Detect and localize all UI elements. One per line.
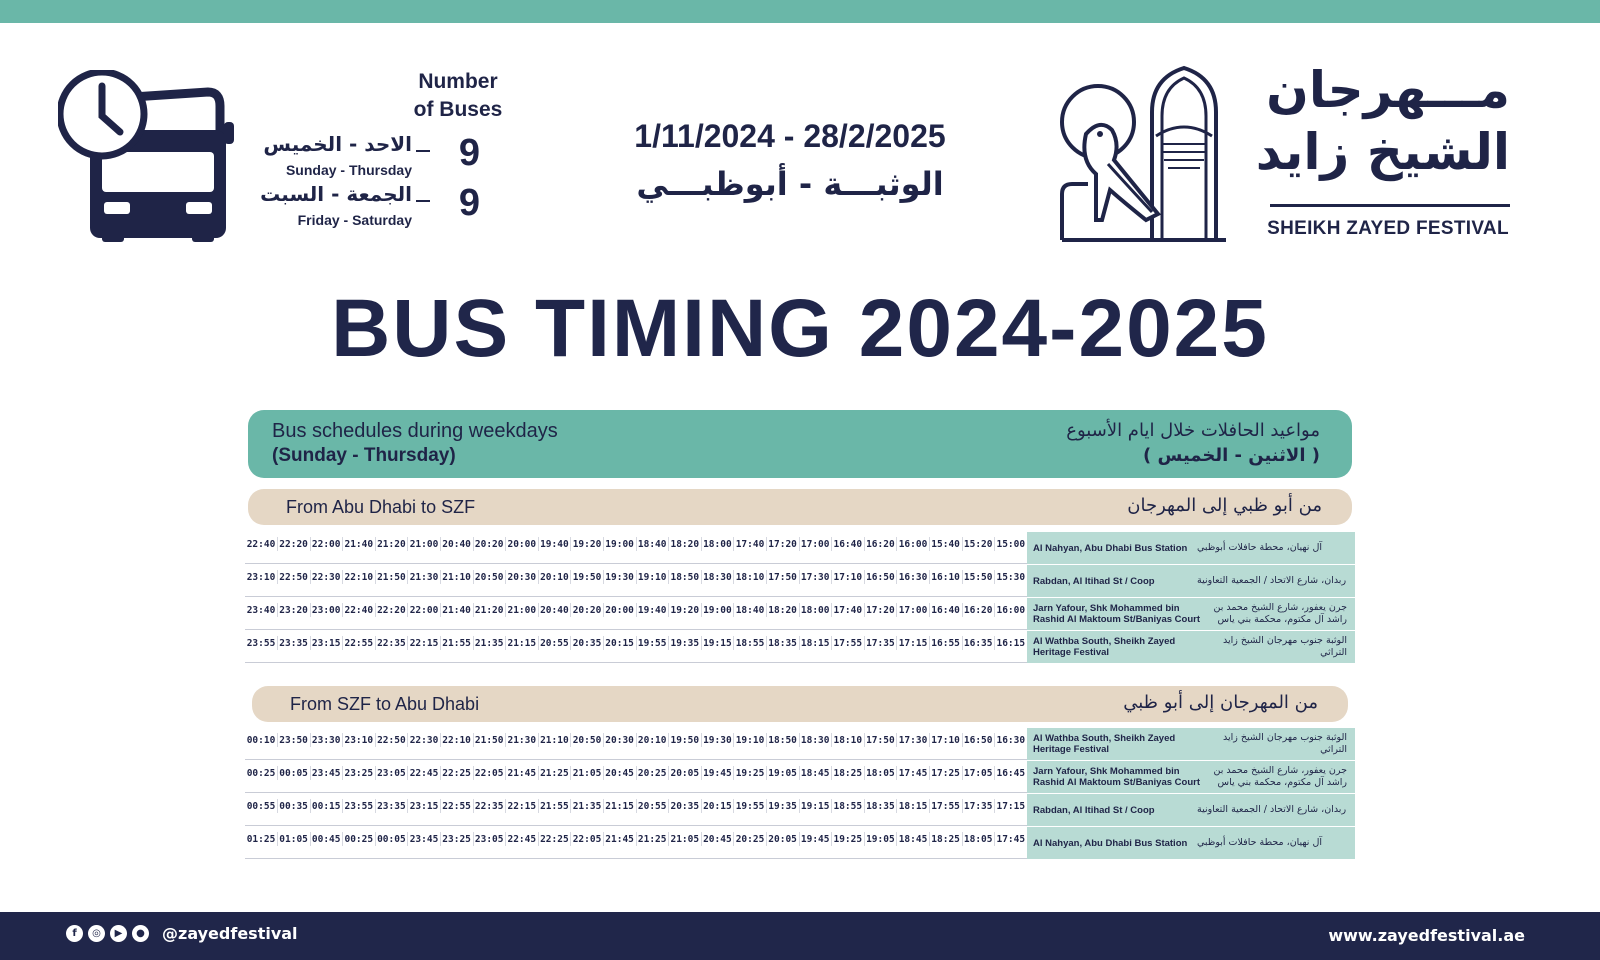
departure-time: 17:30 bbox=[800, 572, 830, 583]
departure-time: 16:40 bbox=[931, 605, 960, 616]
departure-time: 20:00 bbox=[605, 605, 634, 616]
departure-time: 21:20 bbox=[474, 605, 504, 616]
departure-time: 17:15 bbox=[996, 801, 1026, 812]
departure-time: 21:35 bbox=[474, 638, 504, 649]
departure-time: 20:20 bbox=[474, 539, 504, 550]
departure-time: 21:00 bbox=[409, 539, 439, 550]
departure-time: 23:30 bbox=[311, 735, 341, 746]
station-name-ar: الوثبة جنوب مهرجان الشيخ زايد التراثي bbox=[1222, 732, 1347, 755]
departure-time: 22:20 bbox=[279, 539, 308, 550]
departure-time: 23:35 bbox=[279, 638, 308, 649]
departure-time: 22:30 bbox=[409, 735, 439, 746]
departure-time: 00:25 bbox=[246, 768, 276, 779]
departure-time: 19:30 bbox=[703, 735, 732, 746]
social-handle[interactable]: @zayedfestival bbox=[162, 924, 298, 943]
departure-time: 19:45 bbox=[800, 834, 830, 845]
departure-time: 17:45 bbox=[996, 834, 1026, 845]
departure-time: 20:15 bbox=[605, 638, 634, 649]
departure-time: 22:45 bbox=[507, 834, 537, 845]
departure-time: 20:20 bbox=[572, 605, 602, 616]
departure-time: 23:55 bbox=[344, 801, 374, 812]
departure-time: 21:10 bbox=[442, 572, 471, 583]
departure-time: 18:35 bbox=[768, 638, 797, 649]
departure-time: 15:40 bbox=[931, 539, 960, 550]
departure-time: 23:10 bbox=[246, 572, 276, 583]
departure-time: 18:45 bbox=[898, 834, 928, 845]
festival-falcon-logo-icon bbox=[1060, 64, 1228, 244]
logo-text-en: SHEIKH ZAYED FESTIVAL bbox=[1267, 218, 1509, 239]
station-cell bbox=[1027, 827, 1355, 859]
banner-en-line2: (Sunday - Thursday) bbox=[272, 445, 456, 466]
inbound-label-ar: من المهرجان إلى أبو ظبي bbox=[1123, 692, 1318, 713]
departure-time: 01:25 bbox=[246, 834, 276, 845]
departure-time: 19:05 bbox=[768, 768, 797, 779]
logo-divider bbox=[1270, 204, 1510, 207]
departure-time: 19:10 bbox=[735, 735, 765, 746]
departure-times bbox=[245, 794, 1027, 826]
departure-time: 20:10 bbox=[637, 735, 667, 746]
departure-time: 22:35 bbox=[474, 801, 504, 812]
departure-times bbox=[245, 598, 1027, 630]
departure-time: 19:20 bbox=[572, 539, 602, 550]
weekday-schedule-banner bbox=[248, 410, 1352, 478]
departure-times bbox=[245, 532, 1027, 564]
station-cell bbox=[1027, 761, 1355, 793]
departure-time: 15:00 bbox=[996, 539, 1026, 550]
departure-time: 23:45 bbox=[311, 768, 341, 779]
departure-time: 20:40 bbox=[442, 539, 471, 550]
departure-time: 22:15 bbox=[507, 801, 537, 812]
departure-time: 19:35 bbox=[768, 801, 797, 812]
departure-time: 18:15 bbox=[800, 638, 830, 649]
departure-time: 21:45 bbox=[507, 768, 537, 779]
departure-time: 21:25 bbox=[637, 834, 667, 845]
departure-time: 20:30 bbox=[605, 735, 634, 746]
number-of-buses-heading: Number of Buses bbox=[413, 70, 503, 121]
weekend-bus-count bbox=[262, 182, 512, 234]
departure-time: 17:55 bbox=[833, 638, 863, 649]
departure-time: 00:10 bbox=[246, 735, 276, 746]
departure-time: 22:50 bbox=[279, 572, 308, 583]
station-name-en: Al Wathba South, Sheikh Zayed Heritage Festival bbox=[1033, 733, 1176, 755]
departure-time: 21:30 bbox=[409, 572, 439, 583]
departure-time: 17:10 bbox=[833, 572, 863, 583]
station-name-en: Al Wathba South, Sheikh Zayed Heritage Festival bbox=[1033, 636, 1176, 658]
departure-time: 20:50 bbox=[572, 735, 602, 746]
departure-time: 16:45 bbox=[996, 768, 1026, 779]
departure-time: 18:55 bbox=[833, 801, 863, 812]
departure-time: 22:55 bbox=[344, 638, 374, 649]
station-name-en: Rabdan, Al Itihad St / Coop bbox=[1033, 804, 1155, 816]
departure-time: 19:35 bbox=[670, 638, 700, 649]
departure-time: 18:25 bbox=[931, 834, 960, 845]
departure-time: 19:25 bbox=[735, 768, 765, 779]
weekend-label-ar: الجمعة - السبت bbox=[260, 182, 412, 206]
date-range: 1/11/2024 - 28/2/2025 bbox=[634, 118, 946, 154]
top-accent-bar bbox=[0, 0, 1600, 23]
banner-ar-line1: مواعيد الحافلات خلال ايام الأسبوع bbox=[1066, 420, 1320, 441]
departure-time: 17:55 bbox=[931, 801, 960, 812]
departure-times bbox=[245, 827, 1027, 859]
departure-times bbox=[245, 728, 1027, 760]
weekday-bus-number: 9 bbox=[458, 132, 480, 174]
departure-time: 22:00 bbox=[409, 605, 439, 616]
departure-time: 20:55 bbox=[540, 638, 569, 649]
social-links bbox=[66, 924, 298, 943]
departure-time: 16:15 bbox=[996, 638, 1026, 649]
departure-time: 00:05 bbox=[279, 768, 308, 779]
venue-arabic: الوثبـــة - أبوظبـــي bbox=[636, 165, 944, 203]
departure-time: 23:50 bbox=[279, 735, 308, 746]
departure-time: 21:40 bbox=[344, 539, 374, 550]
bus-clock-icon bbox=[58, 70, 240, 242]
departure-time: 16:20 bbox=[963, 605, 993, 616]
weekend-label-en: Friday - Saturday bbox=[297, 212, 412, 228]
station-name-ar: جرن يعفور، شارع الشيخ محمد بن راشد آل مكتوم، محكمة بني ياس bbox=[1213, 602, 1347, 625]
departure-time: 21:40 bbox=[442, 605, 471, 616]
departure-time: 20:25 bbox=[637, 768, 667, 779]
station-name-en: Al Nahyan, Abu Dhabi Bus Station bbox=[1033, 837, 1188, 849]
station-name-en: Al Nahyan, Abu Dhabi Bus Station bbox=[1033, 542, 1188, 554]
departure-time: 00:25 bbox=[344, 834, 374, 845]
departure-time: 17:00 bbox=[898, 605, 928, 616]
departure-time: 20:45 bbox=[703, 834, 732, 845]
departure-time: 00:55 bbox=[246, 801, 276, 812]
facebook-icon[interactable]: f bbox=[66, 925, 83, 942]
departure-time: 17:20 bbox=[768, 539, 797, 550]
departure-time: 18:30 bbox=[800, 735, 830, 746]
departure-time: 20:35 bbox=[572, 638, 602, 649]
departure-time: 23:05 bbox=[474, 834, 504, 845]
weekday-label-ar: الاحد - الخميس bbox=[263, 132, 412, 156]
departure-time: 16:55 bbox=[931, 638, 960, 649]
departure-time: 23:25 bbox=[344, 768, 374, 779]
departure-time: 22:30 bbox=[311, 572, 341, 583]
departure-time: 23:35 bbox=[377, 801, 406, 812]
departure-time: 20:15 bbox=[703, 801, 732, 812]
departure-time: 20:05 bbox=[670, 768, 700, 779]
departure-time: 00:15 bbox=[311, 801, 341, 812]
youtube-icon[interactable]: ▶ bbox=[110, 925, 127, 942]
departure-time: 22:15 bbox=[409, 638, 439, 649]
departure-time: 23:45 bbox=[409, 834, 439, 845]
departure-time: 18:40 bbox=[637, 539, 667, 550]
departure-time: 21:20 bbox=[377, 539, 406, 550]
departure-time: 18:40 bbox=[735, 605, 765, 616]
departure-time: 17:35 bbox=[963, 801, 993, 812]
outbound-direction-banner bbox=[248, 489, 1352, 525]
station-name-en: Jarn Yafour, Shk Mohammed bin Rashid Al Maktoum St/Baniyas Court bbox=[1033, 766, 1200, 788]
departure-time: 16:35 bbox=[963, 638, 993, 649]
departure-time: 19:50 bbox=[670, 735, 700, 746]
departure-time: 22:25 bbox=[442, 768, 471, 779]
departure-time: 19:55 bbox=[637, 638, 667, 649]
departure-time: 22:50 bbox=[377, 735, 406, 746]
station-name-en: Jarn Yafour, Shk Mohammed bin Rashid Al Maktoum St/Baniyas Court bbox=[1033, 603, 1200, 625]
departure-time: 19:50 bbox=[572, 572, 602, 583]
departure-time: 17:35 bbox=[866, 638, 895, 649]
departure-time: 16:00 bbox=[996, 605, 1026, 616]
departure-time: 22:05 bbox=[572, 834, 602, 845]
departure-time: 00:35 bbox=[279, 801, 308, 812]
departure-time: 18:50 bbox=[670, 572, 700, 583]
departure-time: 18:50 bbox=[768, 735, 797, 746]
departure-time: 19:40 bbox=[637, 605, 667, 616]
inbound-label-en: From SZF to Abu Dhabi bbox=[290, 694, 480, 714]
departure-time: 21:45 bbox=[605, 834, 634, 845]
departure-time: 20:00 bbox=[507, 539, 537, 550]
departure-time: 19:05 bbox=[866, 834, 895, 845]
departure-time: 22:25 bbox=[540, 834, 569, 845]
weekday-bus-count bbox=[262, 132, 512, 184]
departure-time: 00:45 bbox=[311, 834, 341, 845]
weekend-bus-number: 9 bbox=[458, 182, 480, 224]
station-cell bbox=[1027, 794, 1355, 826]
departure-time: 21:15 bbox=[507, 638, 537, 649]
station-name-ar: ربدان، شارع الاتحاد / الجمعية التعاونية bbox=[1197, 804, 1347, 815]
departure-time: 21:55 bbox=[442, 638, 471, 649]
departure-time: 19:55 bbox=[735, 801, 765, 812]
departure-time: 18:20 bbox=[670, 539, 700, 550]
departure-times bbox=[245, 761, 1027, 793]
footer bbox=[0, 912, 1600, 960]
outbound-label-en: From Abu Dhabi to SZF bbox=[286, 497, 476, 517]
departure-time: 17:40 bbox=[833, 605, 863, 616]
departure-time: 22:55 bbox=[442, 801, 471, 812]
departure-time: 18:10 bbox=[833, 735, 863, 746]
departure-time: 17:25 bbox=[931, 768, 960, 779]
departure-time: 21:25 bbox=[540, 768, 569, 779]
departure-time: 15:50 bbox=[963, 572, 993, 583]
departure-time: 16:40 bbox=[833, 539, 863, 550]
inbound-direction-banner bbox=[252, 686, 1348, 722]
departure-time: 23:05 bbox=[377, 768, 406, 779]
departure-time: 22:40 bbox=[344, 605, 374, 616]
departure-time: 18:00 bbox=[800, 605, 830, 616]
weekday-label-en: Sunday - Thursday bbox=[285, 162, 412, 178]
departure-time: 16:30 bbox=[996, 735, 1026, 746]
departure-time: 22:40 bbox=[246, 539, 276, 550]
departure-time: 16:20 bbox=[866, 539, 895, 550]
departure-times bbox=[245, 565, 1027, 597]
station-cell bbox=[1027, 565, 1355, 597]
departure-time: 16:30 bbox=[898, 572, 928, 583]
departure-time: 20:05 bbox=[768, 834, 797, 845]
departure-time: 21:30 bbox=[507, 735, 537, 746]
departure-time: 20:50 bbox=[474, 572, 504, 583]
departure-time: 21:05 bbox=[670, 834, 700, 845]
page-title: BUS TIMING 2024-2025 bbox=[331, 283, 1269, 374]
departure-time: 20:40 bbox=[540, 605, 569, 616]
departure-time: 19:45 bbox=[703, 768, 732, 779]
departure-time: 20:45 bbox=[605, 768, 634, 779]
departure-time: 19:15 bbox=[800, 801, 830, 812]
departure-time: 21:35 bbox=[572, 801, 602, 812]
departure-time: 16:10 bbox=[931, 572, 960, 583]
dash-divider bbox=[416, 200, 430, 202]
departure-time: 17:15 bbox=[898, 638, 928, 649]
departure-time: 17:45 bbox=[898, 768, 928, 779]
departure-time: 20:30 bbox=[507, 572, 537, 583]
departure-time: 18:25 bbox=[833, 768, 863, 779]
departure-time: 18:35 bbox=[866, 801, 895, 812]
banner-ar-line2: ( الاثنين - الخميس ) bbox=[1143, 445, 1320, 466]
departure-time: 15:30 bbox=[996, 572, 1026, 583]
departure-time: 18:30 bbox=[703, 572, 732, 583]
departure-time: 15:20 bbox=[963, 539, 993, 550]
departure-time: 23:10 bbox=[344, 735, 374, 746]
departure-time: 21:00 bbox=[507, 605, 537, 616]
departure-time: 17:40 bbox=[735, 539, 765, 550]
departure-time: 21:50 bbox=[377, 572, 406, 583]
departure-time: 22:20 bbox=[377, 605, 406, 616]
departure-time: 23:00 bbox=[311, 605, 341, 616]
departure-time: 19:00 bbox=[605, 539, 634, 550]
table-row bbox=[245, 761, 1355, 793]
departure-time: 20:10 bbox=[540, 572, 569, 583]
table-row bbox=[245, 532, 1355, 564]
departure-time: 21:15 bbox=[605, 801, 634, 812]
departure-time: 18:20 bbox=[768, 605, 797, 616]
departure-time: 22:10 bbox=[442, 735, 471, 746]
station-name-ar: آل نهيان، محطة حافلات أبوظبي bbox=[1197, 542, 1323, 553]
departure-time: 18:55 bbox=[735, 638, 765, 649]
station-cell bbox=[1027, 598, 1355, 630]
departure-time: 19:15 bbox=[703, 638, 732, 649]
departure-time: 22:00 bbox=[311, 539, 341, 550]
table-row bbox=[245, 794, 1355, 826]
departure-time: 18:05 bbox=[963, 834, 993, 845]
dash-divider bbox=[416, 150, 430, 152]
departure-time: 16:50 bbox=[963, 735, 993, 746]
departure-time: 23:55 bbox=[246, 638, 276, 649]
departure-time: 17:00 bbox=[800, 539, 830, 550]
departure-time: 18:45 bbox=[800, 768, 830, 779]
departure-time: 23:40 bbox=[246, 605, 276, 616]
station-name-ar: جرن يعفور، شارع الشيخ محمد بن راشد آل مكتوم، محكمة بني ياس bbox=[1213, 765, 1347, 788]
instagram-icon[interactable]: ◎ bbox=[88, 925, 105, 942]
station-cell bbox=[1027, 728, 1355, 760]
station-name-ar: الوثبة جنوب مهرجان الشيخ زايد التراثي bbox=[1222, 635, 1347, 658]
departure-time: 17:30 bbox=[898, 735, 928, 746]
departure-time: 20:35 bbox=[670, 801, 700, 812]
station-name-ar: ربدان، شارع الاتحاد / الجمعية التعاونية bbox=[1197, 575, 1347, 586]
departure-time: 21:50 bbox=[474, 735, 504, 746]
station-cell bbox=[1027, 631, 1355, 663]
departure-times bbox=[245, 631, 1027, 663]
departure-time: 18:00 bbox=[703, 539, 732, 550]
departure-time: 22:10 bbox=[344, 572, 374, 583]
departure-time: 23:25 bbox=[442, 834, 471, 845]
departure-time: 17:50 bbox=[866, 735, 895, 746]
logo-text-ar-line2: الشيخ زايد bbox=[1255, 123, 1510, 181]
departure-time: 17:05 bbox=[963, 768, 993, 779]
departure-time: 23:15 bbox=[409, 801, 439, 812]
logo-text-ar-line1: مـــهرجان bbox=[1266, 61, 1510, 119]
departure-time: 01:05 bbox=[279, 834, 308, 845]
website-link[interactable]: www.zayedfestival.ae bbox=[1328, 926, 1525, 945]
departure-time: 22:35 bbox=[377, 638, 406, 649]
departure-time: 19:30 bbox=[605, 572, 634, 583]
departure-time: 16:50 bbox=[866, 572, 895, 583]
departure-time: 17:20 bbox=[866, 605, 895, 616]
departure-time: 16:00 bbox=[898, 539, 928, 550]
departure-time: 20:25 bbox=[735, 834, 765, 845]
departure-time: 17:10 bbox=[931, 735, 960, 746]
departure-time: 18:05 bbox=[866, 768, 895, 779]
snapchat-icon[interactable]: ● bbox=[132, 925, 149, 942]
departure-time: 18:10 bbox=[735, 572, 765, 583]
departure-time: 23:15 bbox=[311, 638, 341, 649]
departure-time: 17:50 bbox=[768, 572, 797, 583]
table-row bbox=[245, 565, 1355, 597]
departure-time: 00:05 bbox=[377, 834, 406, 845]
table-row bbox=[245, 631, 1355, 663]
departure-time: 19:00 bbox=[703, 605, 732, 616]
departure-time: 21:55 bbox=[540, 801, 569, 812]
departure-time: 22:05 bbox=[474, 768, 504, 779]
departure-time: 19:25 bbox=[833, 834, 863, 845]
banner-en-line1: Bus schedules during weekdays bbox=[272, 420, 558, 442]
departure-time: 19:10 bbox=[637, 572, 667, 583]
departure-time: 19:20 bbox=[670, 605, 700, 616]
outbound-label-ar: من أبو ظبي إلى المهرجان bbox=[1127, 495, 1322, 516]
departure-time: 23:20 bbox=[279, 605, 308, 616]
departure-time: 18:15 bbox=[898, 801, 928, 812]
departure-time: 22:45 bbox=[409, 768, 439, 779]
station-name-en: Rabdan, Al Itihad St / Coop bbox=[1033, 575, 1155, 587]
departure-time: 21:10 bbox=[540, 735, 569, 746]
station-cell bbox=[1027, 532, 1355, 564]
table-row bbox=[245, 827, 1355, 859]
table-row bbox=[245, 728, 1355, 760]
station-name-ar: آل نهيان، محطة حافلات أبوظبي bbox=[1197, 837, 1323, 848]
departure-time: 19:40 bbox=[540, 539, 569, 550]
departure-time: 20:55 bbox=[637, 801, 667, 812]
table-row bbox=[245, 598, 1355, 630]
departure-time: 21:05 bbox=[572, 768, 602, 779]
